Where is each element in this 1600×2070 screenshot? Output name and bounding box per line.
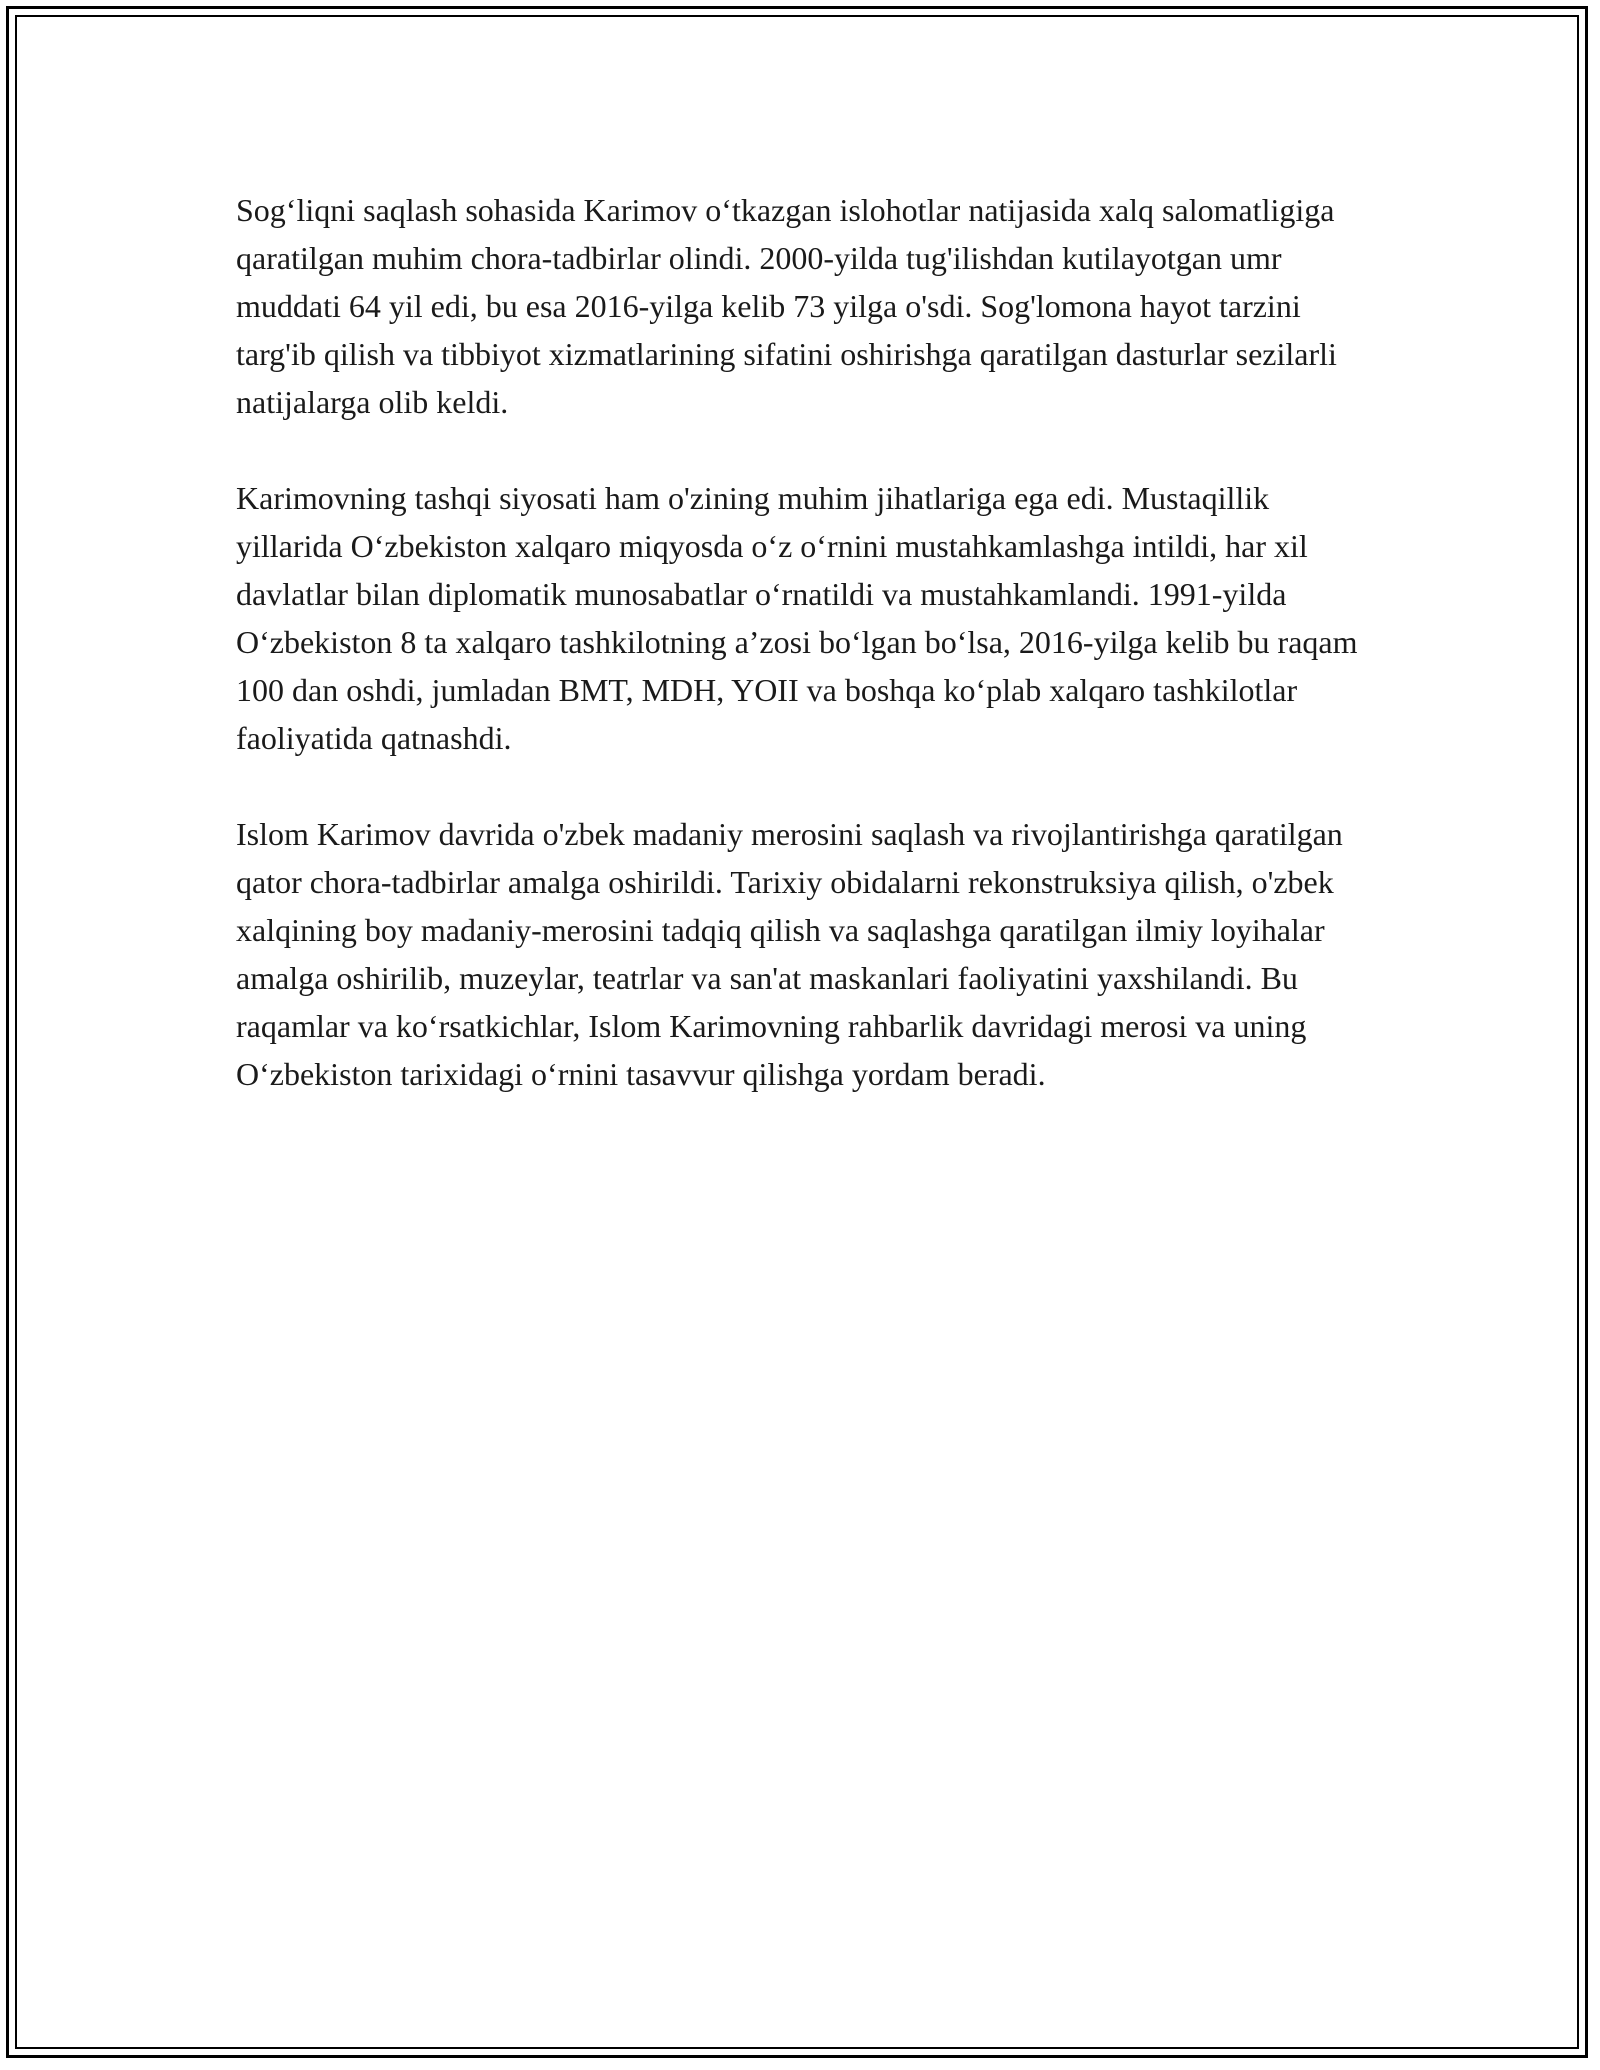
paragraph-foreign-policy: Karimovning tashqi siyosati ham o'zining muhim jihatlariga ega edi. Mustaqillik yillarida O‘zbekiston xalqaro miqyosda o‘z o‘rnini mustahkamlashga intildi, har xil davlatlar bilan diplomatik munosabatlar o‘rnatildi va mustahkamlandi. 1991-yilda O‘zbekiston 8 ta xalqaro tashkilotning a’zosi bo‘lgan bo‘lsa, 2016-yilga kelib bu raqam 100 dan oshdi, jumladan BMT, MDH, YOII va boshqa ko‘plab xalqaro tashkilotlar faoliyatida qatnashdi. xyxy=(236,480,1358,756)
paragraph-healthcare: Sog‘liqni saqlash sohasida Karimov o‘tkazgan islohotlar natijasida xalq salomatligiga qaratilgan muhim chora-tadbirlar olindi. 2000-yilda tug'ilishdan kutilayotgan umr muddati 64 yil edi, bu esa 2016-yilga kelib 73 yilga o'sdi. Sog'lomona hayot tarzini targ'ib qilish va tibbiyot xizmatlarining sifatini oshirishga qaratilgan dasturlar sezilarli natijalarga olib keldi. xyxy=(236,192,1337,420)
document-body xyxy=(236,186,1364,1146)
paragraph-cultural-heritage: Islom Karimov davrida o'zbek madaniy merosini saqlash va rivojlantirishga qaratilgan qator chora-tadbirlar amalga oshirildi. Tarixiy obidalarni rekonstruksiya qilish, o'zbek xalqining boy madaniy-merosini tadqiq qilish va saqlashga qaratilgan ilmiy loyihalar amalga oshirilib, muzeylar, teatrlar va san'at maskanlari faoliyatini yaxshilandi. Bu raqamlar va ko‘rsatkichlar, Islom Karimovning rahbarlik davridagi merosi va uning O‘zbekiston tarixidagi o‘rnini tasavvur qilishga yordam beradi. xyxy=(236,816,1343,1092)
